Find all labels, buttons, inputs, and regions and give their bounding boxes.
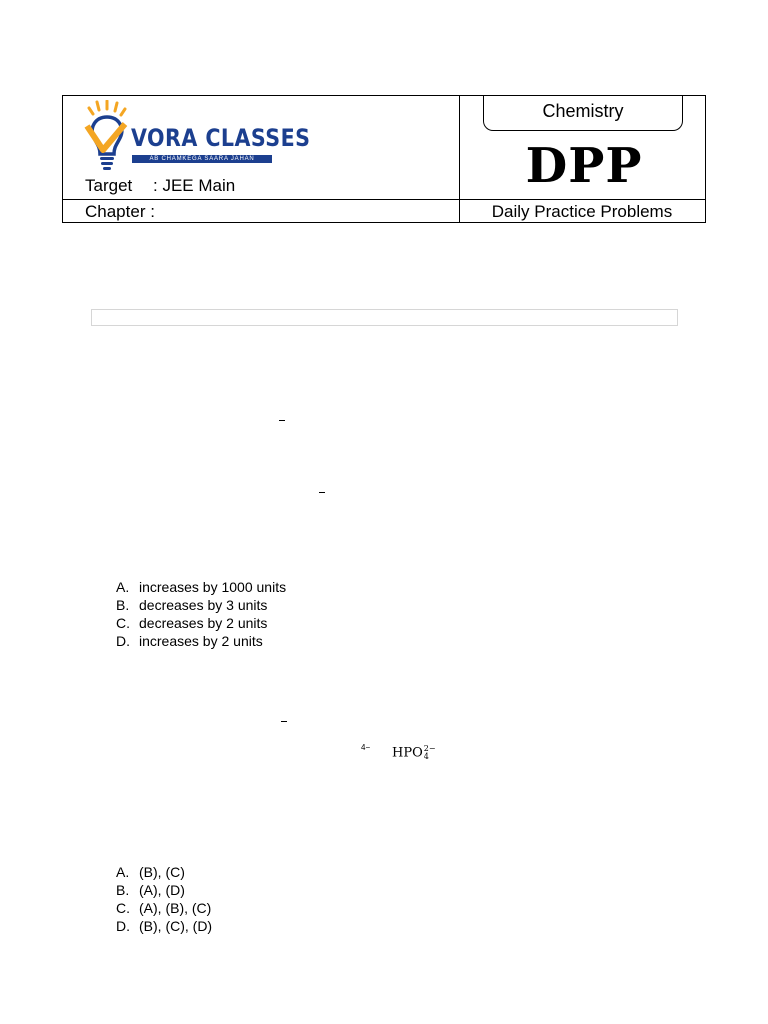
formula-indices — [424, 745, 436, 761]
target-label: Target — [85, 176, 133, 195]
dpp-title: DPP — [525, 138, 643, 194]
minus-glyph — [281, 721, 287, 722]
formula-subscript: 4 — [423, 752, 429, 761]
instructions-banner — [91, 309, 678, 326]
option-item[interactable]: A. increases by 1000 units — [116, 579, 287, 595]
dpp-subtitle: Daily Practice Problems — [491, 202, 673, 221]
chemical-formula — [392, 745, 436, 761]
header-divider — [63, 199, 705, 200]
lightbulb-icon — [79, 100, 139, 178]
question-1-options — [116, 578, 286, 650]
option-item[interactable]: C. decreases by 2 units — [116, 615, 268, 631]
option-item[interactable]: A. (B), (C) — [116, 864, 185, 880]
formula-base: HPO — [392, 745, 423, 761]
formula-superscript: 2− — [423, 744, 436, 753]
minus-glyph — [319, 492, 325, 493]
vora-classes-logo — [79, 100, 311, 178]
target-value: : JEE Main — [153, 176, 236, 195]
logo-tagline: AB CHAMKEGA SAARA JAHAN — [132, 155, 272, 163]
minus-glyph — [279, 420, 285, 421]
logo-title: VORA CLASSES — [131, 124, 311, 152]
option-item[interactable]: D. (B), (C), (D) — [116, 918, 213, 934]
option-item[interactable]: D. increases by 2 units — [116, 633, 263, 649]
option-item[interactable]: B. (A), (D) — [116, 882, 185, 898]
chapter-label: Chapter : — [85, 202, 155, 221]
question-2-options — [116, 863, 212, 935]
subject-label: Chemistry — [542, 101, 624, 121]
subject-tab — [483, 95, 683, 131]
option-item[interactable]: B. decreases by 3 units — [116, 597, 268, 613]
option-item[interactable]: C. (A), (B), (C) — [116, 900, 212, 916]
ion-charge: 4− — [361, 743, 371, 752]
dpp-header — [62, 95, 706, 223]
